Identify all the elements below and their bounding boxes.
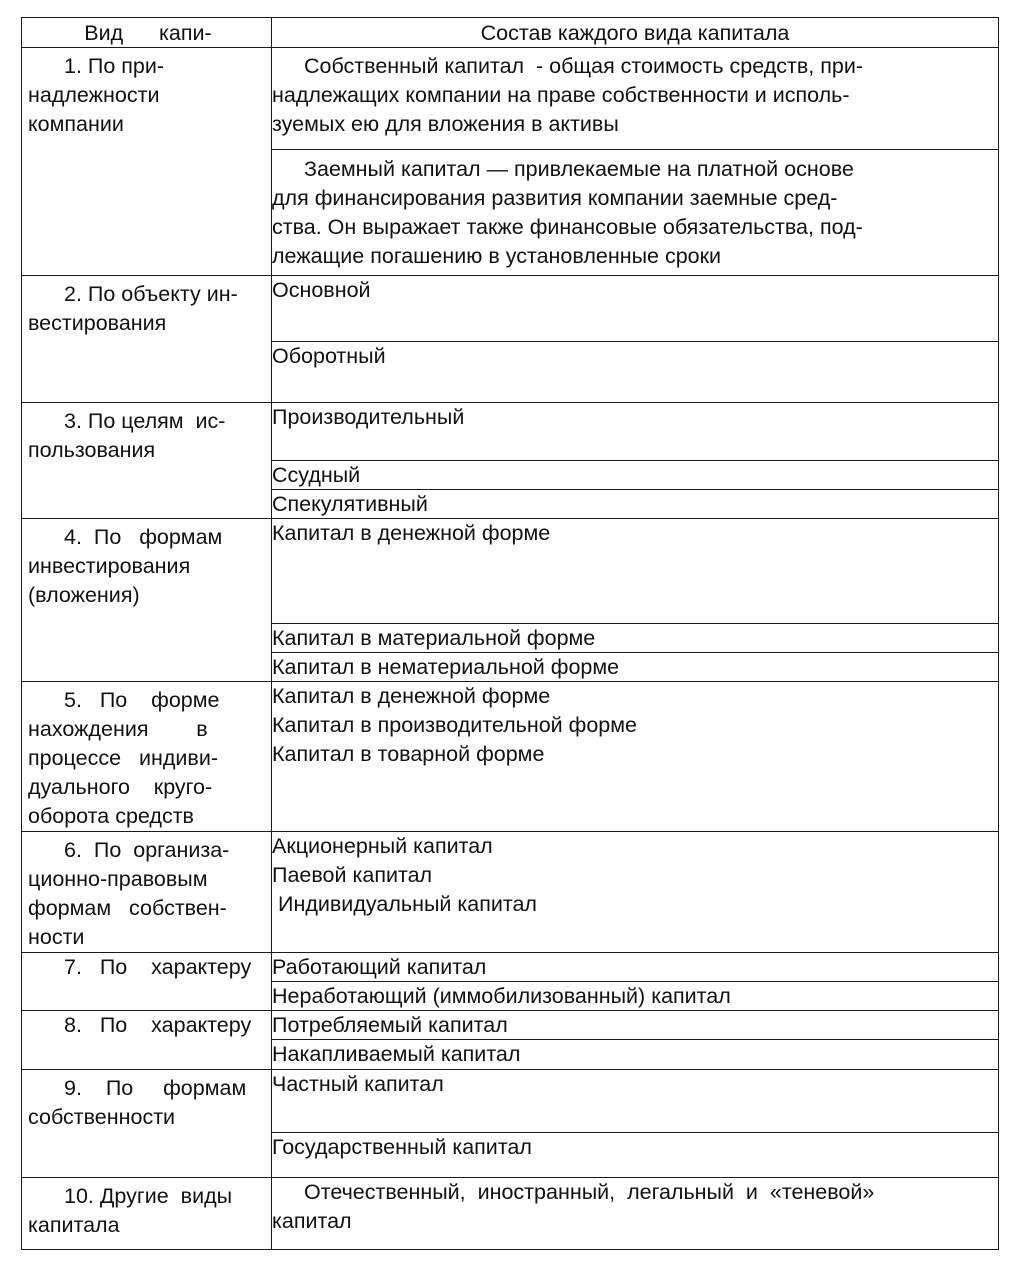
row-kind: 6. По организа- ционно-правовым формам собствен- ности xyxy=(22,832,272,953)
row-entry: Оборотный xyxy=(272,342,999,403)
row-entry: Потребляемый капитал xyxy=(272,1011,999,1040)
row-entry: Заемный капитал — привлекаемые на платной основе для финансирования развития компании заемные сред- ства. Он выражает также финансовые обязательства, под- лежащие погашению в установленные сроки xyxy=(272,150,999,276)
row-entry: Частный капитал xyxy=(272,1070,999,1133)
capital-types-table xyxy=(21,17,999,1250)
table-row xyxy=(22,48,999,150)
row-kind: 1. По при- надлежности компании xyxy=(22,48,272,276)
row-entry: Отечественный, иностранный, легальный и «теневой» капитал xyxy=(272,1178,999,1250)
table-row xyxy=(22,519,999,624)
row-entry: Государственный капитал xyxy=(272,1133,999,1178)
header-type-of-capital: Вид капи- xyxy=(22,18,272,48)
row-entry-list xyxy=(272,682,999,832)
list-item: Капитал в производительной форме xyxy=(272,713,638,737)
table-row xyxy=(22,1070,999,1133)
row-entry: Основной xyxy=(272,276,999,342)
row-entry: Работающий капитал xyxy=(272,953,999,982)
row-kind: 3. По целям ис- пользования xyxy=(22,403,272,519)
list-item: Индивидуальный капитал xyxy=(278,892,537,916)
row-entry-list xyxy=(272,832,999,953)
row-kind: 7. По характеру xyxy=(22,953,272,1011)
row-kind: 4. По формам инвестирования (вложения) xyxy=(22,519,272,682)
row-entry: Капитал в денежной форме xyxy=(272,519,999,624)
row-kind: 2. По объекту ин- вестирования xyxy=(22,276,272,403)
row-entry: Неработающий (иммобилизованный) капитал xyxy=(272,982,999,1011)
table-row xyxy=(22,682,999,832)
row-entry: Собственный капитал - общая стоимость средств, при- надлежащих компании на праве собственности и исполь- зуемых ею для вложения в активы xyxy=(272,48,999,150)
row-entry: Ссудный xyxy=(272,461,999,490)
list-item: Акционерный капитал xyxy=(272,834,493,858)
row-entry: Капитал в нематериальной форме xyxy=(272,653,999,682)
row-kind: 8. По характеру xyxy=(22,1011,272,1070)
row-entry: Спекулятивный xyxy=(272,490,999,519)
table-row xyxy=(22,832,999,953)
table-header-row xyxy=(22,18,999,48)
list-item: Паевой капитал xyxy=(272,863,433,887)
row-kind: 5. По форме нахождения в процессе индиви- дуального круго- оборота средств xyxy=(22,682,272,832)
row-entry: Производительный xyxy=(272,403,999,461)
table-row xyxy=(22,1178,999,1250)
row-kind: 9. По формам собственности xyxy=(22,1070,272,1178)
row-entry: Накапливаемый капитал xyxy=(272,1040,999,1070)
table-row xyxy=(22,1011,999,1040)
row-entry: Капитал в материальной форме xyxy=(272,624,999,653)
list-item: Капитал в товарной форме xyxy=(272,742,545,766)
header-composition: Состав каждого вида капитала xyxy=(272,18,999,48)
table-row xyxy=(22,403,999,461)
list-item: Капитал в денежной форме xyxy=(272,684,551,708)
row-kind: 10. Другие виды капитала xyxy=(22,1178,272,1250)
table-row xyxy=(22,276,999,342)
table-row xyxy=(22,953,999,982)
